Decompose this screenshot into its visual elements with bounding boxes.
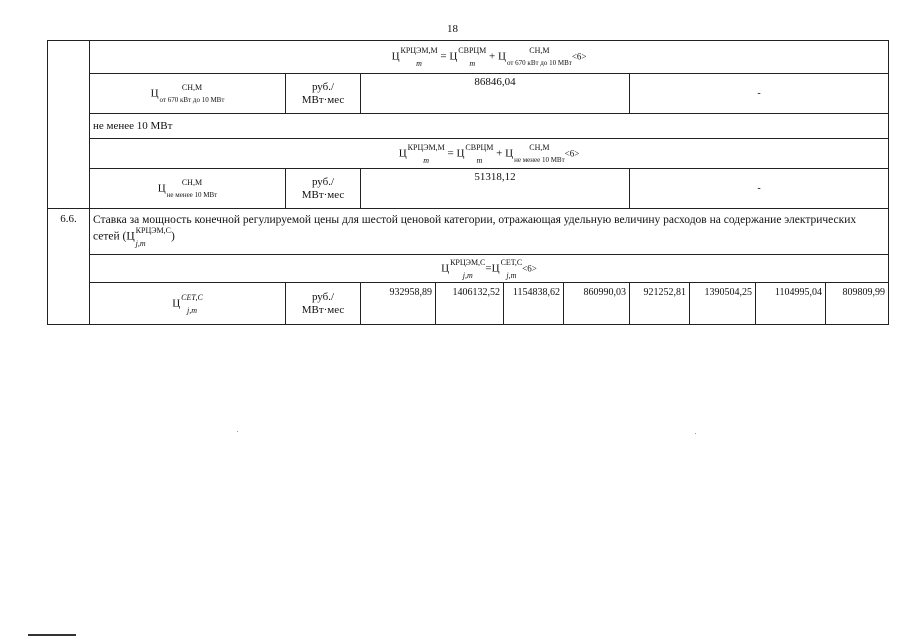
formula-kr-cem-m-670 [90, 41, 889, 74]
symbol-subscript: от 670 кВт до 10 МВт [159, 95, 225, 104]
formula-row-1 [48, 41, 889, 74]
value-cell-6: 1390504,25 [690, 283, 756, 325]
formula-subscript: не менее 10 МВт [514, 155, 565, 164]
value-cell-5: 921252,81 [630, 283, 690, 325]
formula-symbol: Ц [456, 147, 465, 160]
value-cell-4: 860990,03 [564, 283, 630, 325]
formula-superscript: СН,М [529, 46, 550, 55]
unit-cell [286, 169, 361, 209]
formula-row-2 [48, 139, 889, 169]
unit-line-2: МВт·мес [301, 303, 345, 316]
formula-kr-cem-c [90, 255, 889, 283]
scan-edge-line [28, 634, 76, 636]
formula-symbol: Ц [491, 262, 500, 275]
description-subscript: j,m [135, 239, 146, 248]
formula-symbol: Ц [498, 50, 506, 63]
item-6-6-description [90, 209, 889, 255]
symbol-letter: Ц [172, 297, 181, 310]
formula-plus: + [489, 50, 496, 63]
unit-cell [286, 283, 361, 325]
section-label: не менее 10 МВт [90, 114, 889, 139]
formula-superscript: КРЦЭМ,М [407, 142, 445, 152]
unit-cell [286, 74, 361, 114]
item-6-6-row [48, 209, 889, 255]
dash-cell: - [630, 74, 889, 114]
formula-subscript: m [469, 59, 476, 68]
footnote-ref: <6> [564, 148, 580, 159]
value-row-set-c [48, 283, 889, 325]
unit-line-2: МВт·мес [301, 93, 345, 106]
unit-line-1: руб./ [311, 175, 335, 188]
formula-equals: = [447, 147, 454, 160]
formula-superscript: СВРЦМ [458, 46, 487, 55]
formula-plus: + [496, 147, 503, 160]
symbol-subscript: j,m [186, 305, 197, 315]
symbol-superscript: СЕТ,С [181, 292, 203, 302]
symbol-cell [90, 283, 286, 325]
formula-subscript: m [416, 59, 422, 68]
item-number-cell-empty [48, 41, 90, 209]
formula-kr-cem-m-10 [90, 139, 889, 169]
value-row-min-10mw [48, 169, 889, 209]
page-number: 18 [447, 23, 458, 35]
tariff-table [47, 40, 889, 325]
description-symbol: Ц [126, 230, 135, 243]
formula-subscript: j,m [462, 270, 473, 280]
value-cell-8: 809809,99 [826, 283, 889, 325]
symbol-superscript: СН,М [181, 82, 203, 92]
symbol-superscript: СН,М [181, 177, 203, 187]
formula-row-3 [48, 255, 889, 283]
scan-speck [695, 433, 696, 434]
formula-superscript: СН,М [529, 142, 550, 152]
formula-equals: = [485, 262, 492, 275]
formula-equals: = [440, 50, 447, 63]
value-cell: 86846,04 [361, 74, 630, 114]
footnote-ref: <6> [571, 51, 587, 62]
formula-subscript: от 670 кВт до 10 МВт [506, 59, 572, 67]
formula-subscript: m [476, 155, 483, 165]
formula-superscript: СЕТ,С [500, 257, 523, 267]
value-cell-1: 932958,89 [361, 283, 436, 325]
description-superscript: КРЦЭМ,С [135, 226, 171, 235]
symbol-letter: Ц [150, 87, 159, 100]
unit-line-1: руб./ [311, 80, 335, 93]
item-number: 6.6. [48, 209, 90, 325]
unit-line-1: руб./ [311, 290, 335, 303]
dash-cell: - [630, 169, 889, 209]
value-row-670 [48, 74, 889, 114]
description-text-end: ) [170, 230, 175, 243]
symbol-subscript: не менее 10 МВт [166, 190, 218, 199]
formula-subscript: m [423, 155, 430, 165]
formula-superscript: КРЦЭМ,С [450, 257, 486, 267]
scan-speck [237, 431, 238, 432]
formula-superscript: СВРЦМ [465, 142, 494, 152]
symbol-letter: Ц [157, 182, 166, 195]
formula-symbol: Ц [398, 147, 407, 160]
value-cell: 51318,12 [361, 169, 630, 209]
value-cell-7: 1104995,04 [756, 283, 826, 325]
formula-superscript: КРЦЭМ,М [400, 46, 438, 55]
formula-symbol: Ц [449, 50, 458, 63]
description-text: Ставка за мощность конечной регулируемой цены для шестой ценовой категории, отражающая удельную величину расходов на содержание электрических сетей ( [93, 214, 857, 243]
section-row-min-10mw [48, 114, 889, 139]
formula-symbol: Ц [505, 147, 514, 160]
footnote-ref: <6> [522, 263, 537, 274]
value-cell-3: 1154838,62 [504, 283, 564, 325]
formula-symbol: Ц [441, 262, 450, 275]
symbol-cell [90, 74, 286, 114]
unit-line-2: МВт·мес [301, 188, 345, 201]
formula-symbol: Ц [391, 50, 400, 63]
symbol-cell [90, 169, 286, 209]
formula-subscript: j,m [506, 270, 517, 280]
value-cell-2: 1406132,52 [436, 283, 504, 325]
